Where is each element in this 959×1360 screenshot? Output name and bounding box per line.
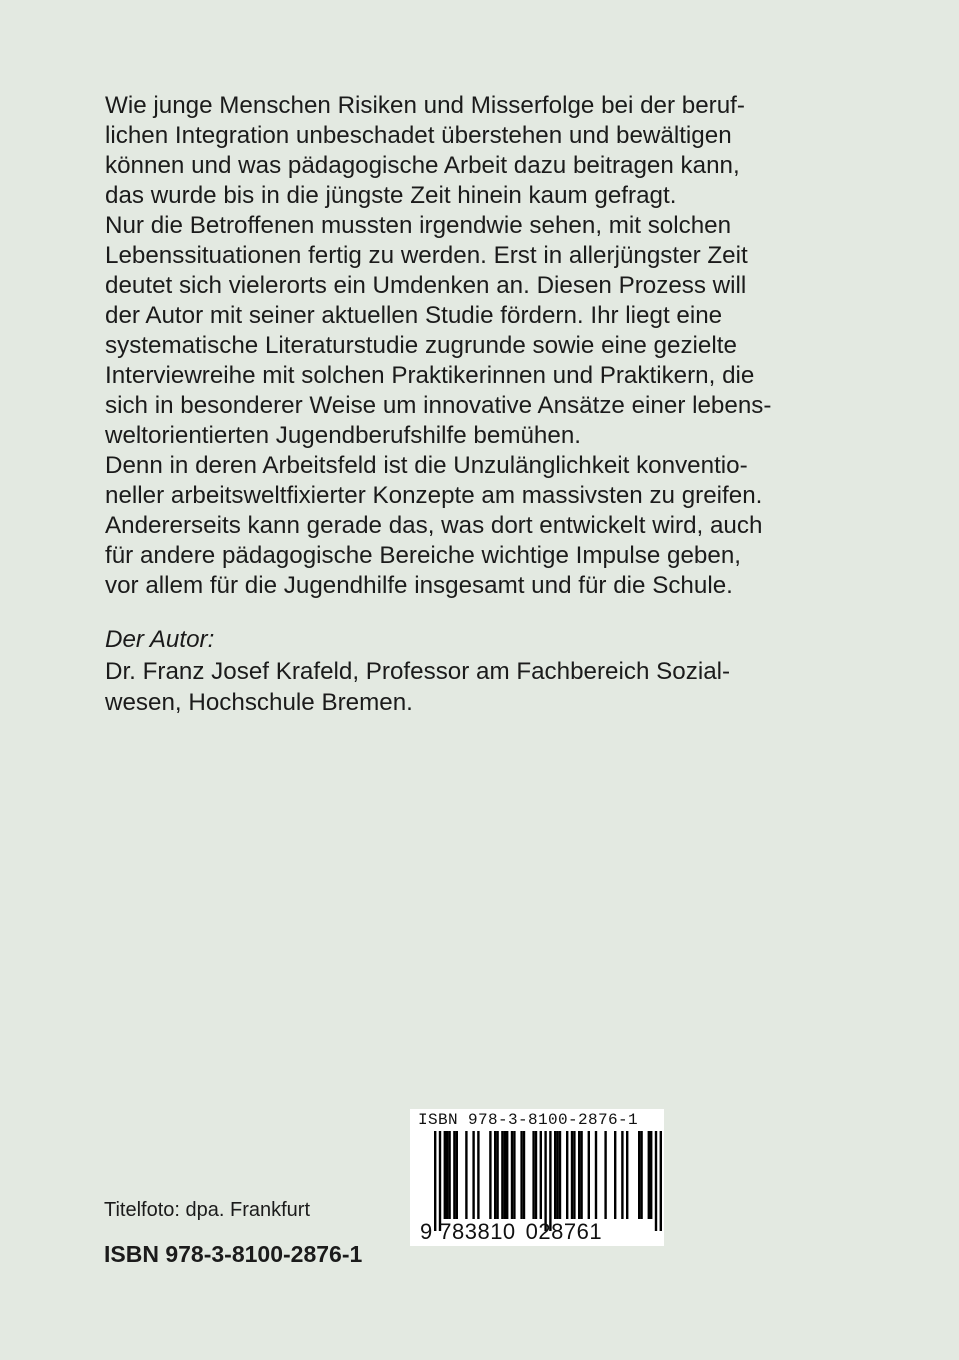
barcode-bar xyxy=(559,1131,561,1219)
barcode-bar xyxy=(540,1131,542,1219)
barcode-digit-first: 9 xyxy=(420,1219,433,1244)
blurb-line: lichen Integration unbeschadet überstehen und bewältigen xyxy=(105,122,732,149)
author-bio-line: wesen, Hochschule Bremen. xyxy=(105,689,413,716)
blurb-line: können und was pädagogische Arbeit dazu beitragen kann, xyxy=(105,152,740,179)
blurb-line: das wurde bis in die jüngste Zeit hinein kaum gefragt. xyxy=(105,182,677,209)
blurb-line: Wie junge Menschen Risiken und Misserfolge bei der beruf- xyxy=(105,92,745,119)
blurb-line: vor allem für die Jugendhilfe insgesamt und für die Schule. xyxy=(105,572,733,599)
barcode-guard-bar xyxy=(439,1131,441,1231)
blurb-line: Lebenssituationen fertig zu werden. Erst in allerjüngster Zeit xyxy=(105,242,748,269)
barcode-bar xyxy=(496,1131,498,1219)
barcode-bar xyxy=(573,1131,575,1219)
barcode-bar xyxy=(520,1131,522,1219)
barcode-bar xyxy=(506,1131,508,1219)
barcode-digits-left: 783810 xyxy=(439,1219,516,1244)
barcode-bar xyxy=(511,1131,513,1219)
blurb-line: Interviewreihe mit solchen Praktikerinnen und Praktikern, die xyxy=(105,362,755,389)
barcode-digits-right: 028761 xyxy=(525,1219,603,1244)
barcode-bar xyxy=(489,1131,491,1219)
barcode-bar xyxy=(650,1131,652,1219)
barcode-bar xyxy=(446,1131,448,1219)
barcode-bar xyxy=(621,1131,623,1219)
barcode-digits xyxy=(420,1219,602,1245)
barcode-bar xyxy=(465,1131,467,1219)
blurb-text xyxy=(105,91,865,601)
barcode-bar xyxy=(578,1131,580,1219)
blurb-line: deutet sich vielerorts ein Umdenken an. Diesen Prozess will xyxy=(105,272,747,299)
blurb-line: Denn in deren Arbeitsfeld ist die Unzulänglichkeit konventio- xyxy=(105,452,748,479)
barcode-bar xyxy=(513,1131,515,1219)
barcode-bar xyxy=(588,1131,590,1219)
barcode-bar xyxy=(523,1131,525,1219)
barcode-bar xyxy=(554,1131,556,1219)
author-bio-line: Dr. Franz Josef Krafeld, Professor am Fachbereich Sozial- xyxy=(105,658,731,685)
barcode-bar xyxy=(532,1131,534,1219)
barcode-guard-bar xyxy=(544,1131,546,1231)
barcode-guard-bar xyxy=(434,1131,436,1231)
barcode-bar xyxy=(638,1131,640,1219)
author-heading: Der Autor: xyxy=(105,626,215,653)
blurb-line: für andere pädagogische Bereiche wichtige Impulse geben, xyxy=(105,542,742,569)
barcode-bar xyxy=(448,1131,450,1219)
photo-credit: Titelfoto: dpa. Frankfurt xyxy=(104,1199,311,1221)
barcode-bar xyxy=(604,1131,606,1219)
barcode-bar xyxy=(444,1131,446,1219)
barcode-bar xyxy=(453,1131,455,1219)
barcode-guard-bar xyxy=(655,1131,657,1231)
blurb-line: weltorientierten Jugendberufshilfe bemühen. xyxy=(105,422,581,449)
blurb-line: sich in besonderer Weise um innovative Ansätze einer lebens- xyxy=(105,392,772,419)
barcode-bar xyxy=(477,1131,479,1219)
barcode-bar xyxy=(626,1131,628,1219)
barcode-bar xyxy=(614,1131,616,1219)
barcode-bar xyxy=(556,1131,558,1219)
barcode-bar xyxy=(595,1131,597,1219)
blurb-line: Nur die Betroffenen mussten irgendwie sehen, mit solchen xyxy=(105,212,732,239)
barcode-bar xyxy=(501,1131,503,1219)
blurb-line: Andererseits kann gerade das, was dort entwickelt wird, auch xyxy=(105,512,763,539)
blurb-line: der Autor mit seiner aktuellen Studie fördern. Ihr liegt eine xyxy=(105,302,723,329)
barcode-bar xyxy=(504,1131,506,1219)
barcode-bar xyxy=(494,1131,496,1219)
barcode-bar xyxy=(571,1131,573,1219)
blurb-line: neller arbeitsweltfixierter Konzepte am massivsten zu greifen. xyxy=(105,482,763,509)
isbn-barcode xyxy=(410,1109,664,1246)
barcode-bar xyxy=(472,1131,474,1219)
barcode-isbn-label: ISBN 978-3-8100-2876-1 xyxy=(418,1111,639,1129)
barcode-bar xyxy=(535,1131,537,1219)
barcode-bar xyxy=(566,1131,568,1219)
barcode-bar xyxy=(648,1131,650,1219)
barcode-guard-bar xyxy=(549,1131,551,1231)
barcode-bar xyxy=(456,1131,458,1219)
barcode-bar xyxy=(580,1131,582,1219)
barcode-guard-bar xyxy=(660,1131,662,1231)
author-bio xyxy=(105,656,730,718)
isbn-text: ISBN 978-3-8100-2876-1 xyxy=(104,1241,363,1267)
blurb-line: systematische Literaturstudie zugrunde sowie eine gezielte xyxy=(105,332,737,359)
barcode-bar xyxy=(640,1131,642,1219)
